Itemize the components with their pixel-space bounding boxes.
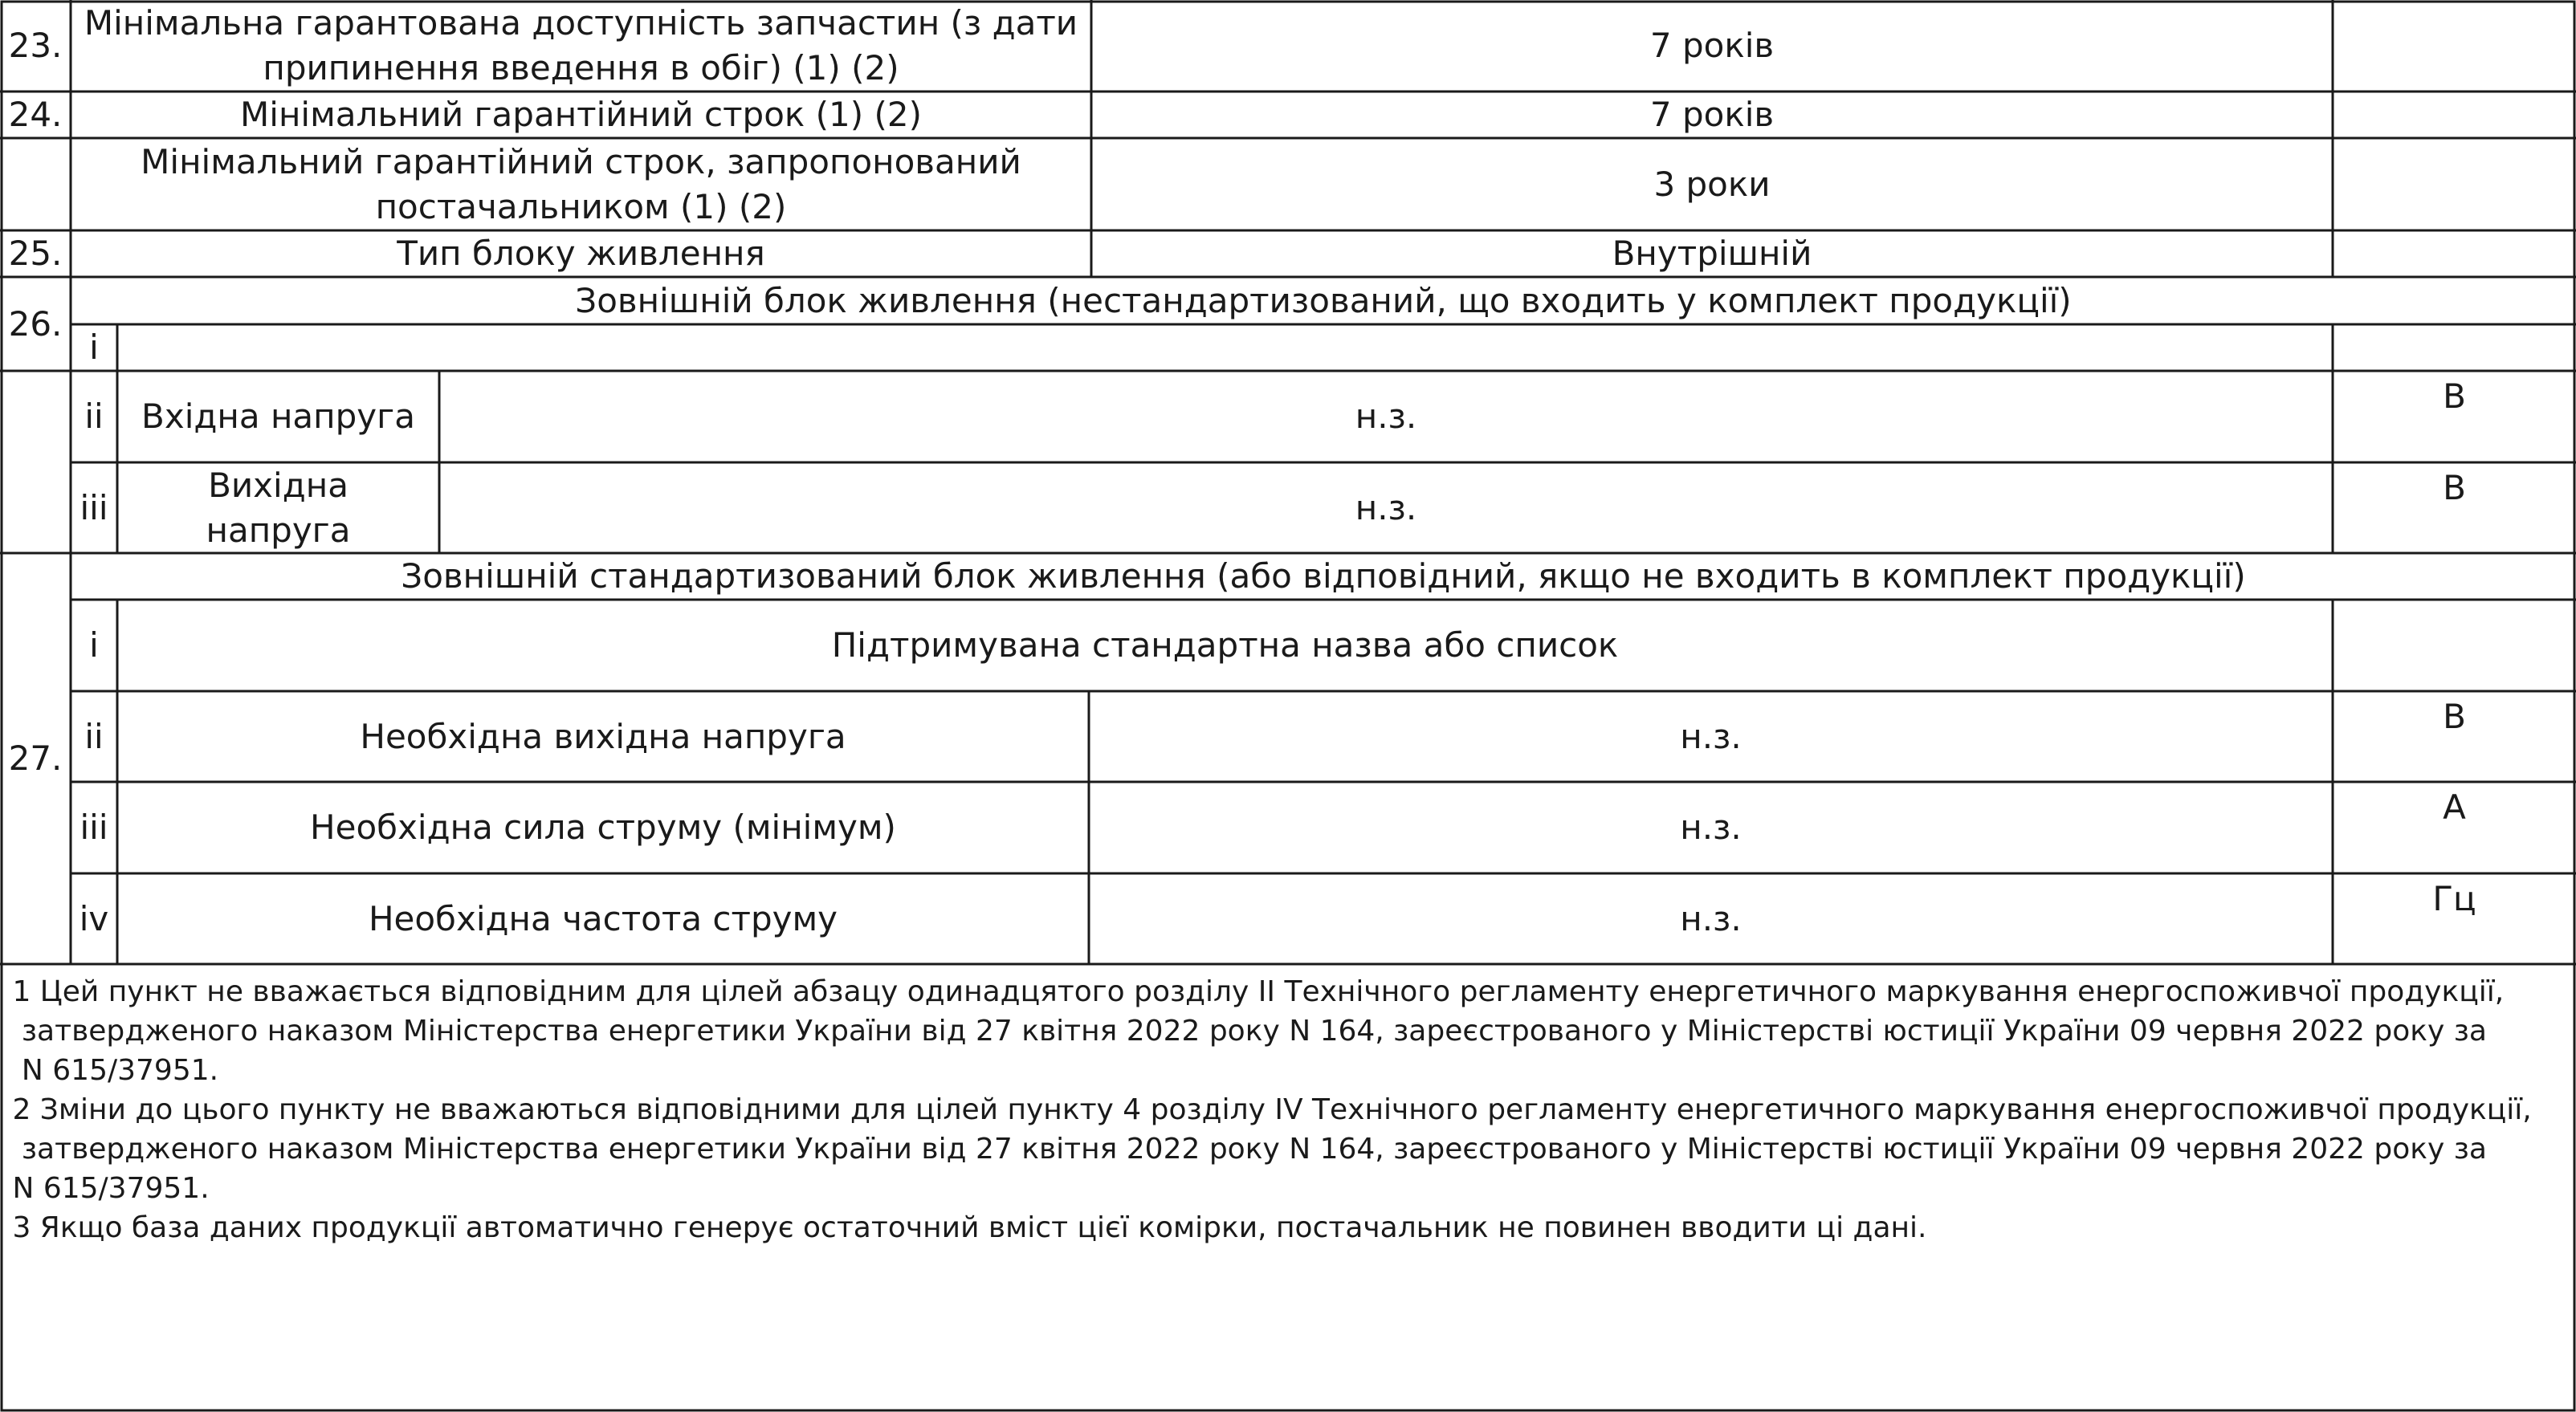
row-27-sub-iv-unit: Гц: [2432, 879, 2476, 918]
row-27-header: Зовнішній стандартизований блок живлення (або відповідний, якщо не входить в комплект продукції): [401, 556, 2246, 596]
row-25-label: Тип блоку живлення: [397, 234, 765, 273]
row-27-number: 27.: [8, 739, 63, 778]
row-26-sub-iii-label: Вихідна напруга: [206, 465, 351, 550]
row-26-sub-ii-label: Вхідна напруга: [141, 397, 415, 436]
row-25-unit: [2333, 230, 2576, 277]
row-23-value: 7 років: [1649, 26, 1775, 65]
row-26-sub-iii-value: н.з.: [1355, 487, 1417, 527]
footnote-1-line-3: N 615/37951.: [3, 1054, 219, 1087]
row-25-value: Внутрішній: [1612, 234, 1812, 273]
row-27-sub-iv-value: н.з.: [1680, 898, 1742, 938]
row-26-sub-ii-index: ii: [84, 397, 104, 436]
row-26-sub-iii-index: iii: [79, 487, 108, 527]
row-26-sub-i-unit: [2333, 324, 2576, 371]
row-27-sub-iii-value: н.з.: [1680, 808, 1742, 847]
row-24-unit: [2333, 92, 2576, 138]
row-24b-value: 3 роки: [1653, 164, 1771, 204]
row-27-sub-iii-index: iii: [79, 808, 108, 847]
row-27-sub-iv-label: Необхідна частота струму: [368, 898, 838, 938]
row-26-sub-i-label: [117, 324, 2333, 371]
footnote-2-line-3: N 615/37951.: [3, 1172, 210, 1205]
footnote-2-line-2: затвердженого наказом Міністерства енергетики України від 27 квітня 2022 року N 164, зареєстрованого у Міністерстві юстиції України 09 червня 2022 року за: [3, 1133, 2487, 1166]
row-26-sub-iii-unit: В: [2443, 468, 2466, 507]
row-26-sub-i-index: i: [89, 328, 99, 367]
row-25-number: 25.: [8, 234, 63, 273]
row-27-sub-ii-unit: В: [2443, 697, 2466, 736]
footnote-1-line-1: 1 Цей пункт не вважається відповідним для цілей абзацу одинадцятого розділу II Технічного регламенту енергетичного маркування енергоспоживчої продукції,: [3, 975, 2505, 1008]
row-24-label: Мінімальний гарантійний строк (1) (2): [240, 95, 922, 134]
row-24b-unit: [2333, 138, 2576, 230]
row-26-number: 26.: [8, 303, 63, 344]
row-23-unit: [2333, 0, 2576, 92]
row-23-label: Мінімальна гарантована доступність запчастин (з дати припинення введення в обіг) (1) (2): [84, 3, 1078, 87]
row-27-sub-iii-unit: А: [2443, 787, 2466, 827]
row-27-sub-ii-index: ii: [84, 716, 104, 756]
row-27-sub-i-index: i: [89, 625, 99, 665]
row-23-number: 23.: [8, 26, 63, 65]
row-26-header: Зовнішній блок живлення (нестандартизований, що входить у комплект продукції): [575, 280, 2072, 320]
row-24-number: 24.: [8, 95, 63, 134]
footnotes: [3, 972, 2573, 1247]
row-27-sub-i-unit: [2333, 600, 2576, 691]
row-27-sub-ii-value: н.з.: [1680, 716, 1742, 756]
row-26-sub-ii-value: н.з.: [1355, 397, 1417, 436]
row-27-sub-ii-label: Необхідна вихідна напруга: [360, 716, 846, 756]
footnote-2-line-1: 2 Зміни до цього пункту не вважаються відповідними для цілей пункту 4 розділу IV Технічного регламенту енергетичного маркування енергоспоживчої продукції,: [3, 1093, 2532, 1126]
row-27-sub-iv-index: iv: [79, 898, 109, 938]
footnote-1-line-2: затвердженого наказом Міністерства енергетики України від 27 квітня 2022 року N 164, зареєстрованого у Міністерстві юстиції України 09 червня 2022 року за: [3, 1015, 2487, 1048]
footnote-3-line-1: 3 Якщо база даних продукції автоматично генерує остаточний вміст цієї комірки, постачальник не повинен вводити ці дані.: [3, 1211, 1927, 1244]
row-26-sub-ii-unit: В: [2443, 376, 2466, 416]
row-27-sub-iii-label: Необхідна сила струму (мінімум): [310, 808, 896, 847]
row-27-sub-i-label: Підтримувана стандартна назва або список: [831, 625, 1619, 665]
row-24-value: 7 років: [1649, 95, 1775, 134]
row-24b-number: [0, 138, 71, 230]
row-24b-label: Мінімальний гарантійний строк, запропонований постачальником (1) (2): [141, 141, 1021, 226]
